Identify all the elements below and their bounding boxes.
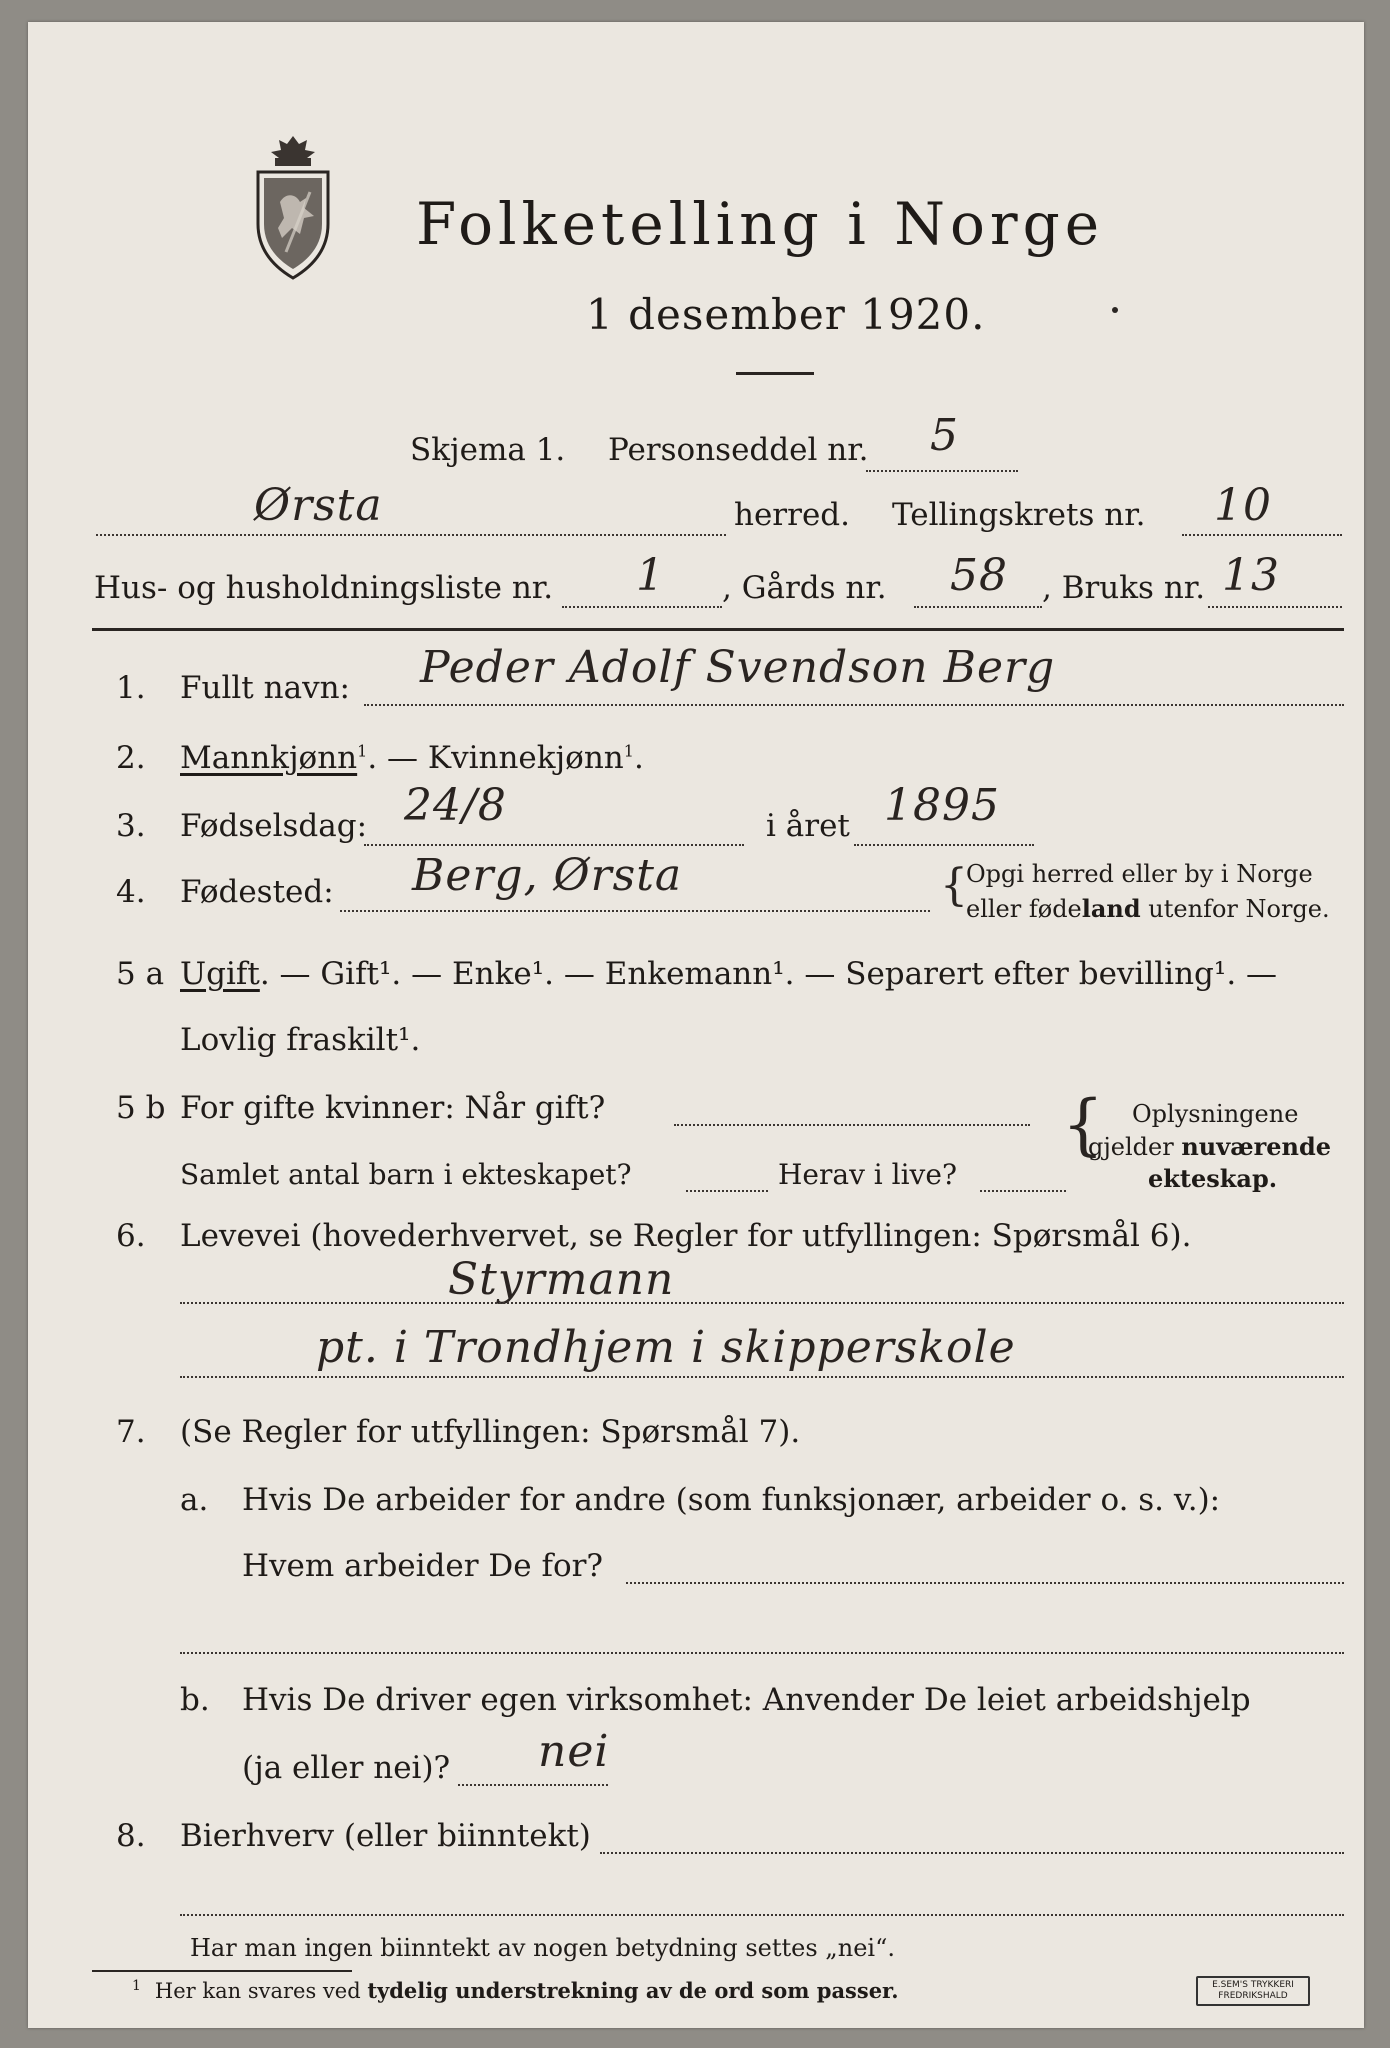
q4-label: Fødested: bbox=[180, 874, 334, 910]
q8-line-2 bbox=[180, 1914, 1344, 1916]
gards-label: , Gårds nr. bbox=[722, 570, 887, 606]
year-label: i året bbox=[766, 808, 850, 844]
hired-help-value[interactable]: nei bbox=[538, 1726, 610, 1777]
q7a-question: Hvem arbeider De for? bbox=[242, 1548, 604, 1584]
year-line bbox=[854, 844, 1034, 846]
birthdate-value[interactable]: 24/8 bbox=[404, 780, 507, 831]
q1-line bbox=[364, 704, 1344, 706]
gards-line bbox=[914, 606, 1042, 608]
q2-options bbox=[180, 740, 644, 776]
q5b-note-2-bold: nuværende bbox=[1181, 1132, 1332, 1161]
q5b-married-line bbox=[674, 1124, 1030, 1126]
q2-sup2: 1 bbox=[623, 741, 634, 761]
option-female[interactable]: Kvinnekjønn bbox=[427, 740, 624, 776]
q7-label: (Se Regler for utfyllingen: Spørsmål 7). bbox=[180, 1414, 801, 1450]
herred-value[interactable]: Ørsta bbox=[254, 480, 383, 531]
footnote bbox=[132, 1978, 899, 2003]
tellingskrets-line bbox=[1182, 534, 1342, 536]
gards-value[interactable]: 58 bbox=[950, 550, 1008, 601]
q5b-number: 5 b bbox=[116, 1090, 166, 1126]
q4-line bbox=[340, 910, 930, 912]
q7a-text: Hvis De arbeider for andre (som funksjonær, arbeider o. s. v.): bbox=[242, 1482, 1221, 1518]
q4-note-2-post: utenfor Norge. bbox=[1140, 895, 1330, 923]
option-male[interactable]: Mannkjønn bbox=[180, 740, 358, 776]
q4-note-2 bbox=[966, 894, 1330, 923]
q4-note-2-pre: eller føde bbox=[966, 895, 1082, 923]
q5a-line2: Lovlig fraskilt¹. bbox=[180, 1022, 421, 1058]
q8-line-1 bbox=[600, 1852, 1344, 1854]
bruks-line bbox=[1208, 606, 1342, 608]
q7a-line-2 bbox=[180, 1652, 1344, 1654]
title-rule bbox=[736, 372, 814, 375]
skjema-label: Skjema 1. bbox=[410, 432, 566, 468]
norway-coat-of-arms-icon bbox=[250, 132, 336, 282]
q5a-number: 5 a bbox=[116, 956, 165, 992]
q7b-number: b. bbox=[180, 1682, 210, 1718]
q3-number: 3. bbox=[116, 808, 146, 844]
q5b-note-2-pre: gjelder bbox=[1088, 1133, 1182, 1161]
herred-line bbox=[96, 534, 726, 536]
birthplace-value[interactable]: Berg, Ørsta bbox=[412, 850, 683, 901]
q5b-note-3-bold: ekteskap. bbox=[1148, 1164, 1278, 1193]
q4-note-1: Opgi herred eller by i Norge bbox=[966, 860, 1313, 888]
q5b-children-line bbox=[686, 1190, 768, 1192]
occupation-value-2[interactable]: pt. i Trondhjem i skipperskole bbox=[316, 1322, 1016, 1373]
q5b-note-1: Oplysningene bbox=[1132, 1100, 1299, 1128]
q4-number: 4. bbox=[116, 874, 146, 910]
q5b-label-1: For gifte kvinner: Når gift? bbox=[180, 1090, 606, 1126]
q5b-brace: { bbox=[1062, 1086, 1104, 1163]
full-name-value[interactable]: Peder Adolf Svendson Berg bbox=[420, 642, 1056, 693]
q2-sep: . — bbox=[367, 740, 428, 776]
q6-line-1 bbox=[180, 1302, 1344, 1304]
q8-label: Bierhverv (eller biinntekt) bbox=[180, 1818, 591, 1854]
birth-year-value[interactable]: 1895 bbox=[884, 780, 1000, 831]
herred-label: herred. bbox=[734, 497, 850, 533]
q8-number: 8. bbox=[116, 1818, 146, 1854]
personseddel-line bbox=[866, 470, 1018, 472]
q6-line-2 bbox=[180, 1376, 1344, 1378]
q3-label: Fødselsdag: bbox=[180, 808, 368, 844]
section-rule bbox=[92, 628, 1344, 631]
q7b-line bbox=[458, 1784, 608, 1786]
q8-note: Har man ingen biinntekt av nogen betydning settes „nei“. bbox=[190, 1934, 895, 1962]
personseddel-label: Personseddel nr. bbox=[608, 432, 869, 468]
q7a-number: a. bbox=[180, 1482, 209, 1518]
footnote-bold: tydelig understrekning av de ord som passer. bbox=[367, 1978, 899, 2003]
form-title: Folketelling i Norge bbox=[416, 190, 1105, 258]
q3-line bbox=[364, 844, 744, 846]
option-ugift[interactable]: Ugift bbox=[180, 956, 260, 992]
footnote-mark: 1 bbox=[132, 1978, 141, 1994]
q5b-alive-line bbox=[980, 1190, 1066, 1192]
q7-number: 7. bbox=[116, 1414, 146, 1450]
q5a-options bbox=[180, 956, 1277, 992]
occupation-value-1[interactable]: Styrmann bbox=[448, 1254, 675, 1305]
personseddel-value[interactable]: 5 bbox=[930, 410, 959, 461]
q5a-rest: . — Gift¹. — Enke¹. — Enkemann¹. — Separert efter bevilling¹. — bbox=[259, 956, 1278, 992]
bruks-value[interactable]: 13 bbox=[1222, 550, 1280, 601]
decorative-dot bbox=[1112, 307, 1118, 313]
q4-brace: { bbox=[940, 860, 968, 911]
husliste-label: Hus- og husholdningsliste nr. bbox=[94, 570, 554, 606]
q2-sup1: 1 bbox=[357, 741, 368, 761]
q5b-note-3 bbox=[1148, 1164, 1277, 1193]
tellingskrets-value[interactable]: 10 bbox=[1214, 480, 1272, 531]
q2-end: . bbox=[633, 740, 644, 776]
q6-number: 6. bbox=[116, 1218, 146, 1254]
q2-number: 2. bbox=[116, 740, 146, 776]
stamp-line-1: E.SEM'S TRYKKERI bbox=[1212, 1980, 1294, 1990]
bruks-label: , Bruks nr. bbox=[1042, 570, 1206, 606]
q6-label: Levevei (hovederhvervet, se Regler for utfyllingen: Spørsmål 6). bbox=[180, 1218, 1192, 1254]
q5b-label-2: Samlet antal barn i ekteskapet? bbox=[180, 1158, 632, 1191]
q1-label: Fullt navn: bbox=[180, 670, 350, 706]
stamp-line-2: FREDRIKSHALD bbox=[1218, 1991, 1288, 2001]
tellingskrets-label: Tellingskrets nr. bbox=[892, 497, 1146, 533]
husliste-line bbox=[562, 606, 722, 608]
q7a-line-1 bbox=[626, 1582, 1344, 1584]
census-date: 1 desember 1920. bbox=[586, 290, 986, 339]
q7b-question: (ja eller nei)? bbox=[242, 1750, 451, 1786]
q1-number: 1. bbox=[116, 670, 146, 706]
printer-stamp bbox=[1196, 1976, 1310, 2006]
husliste-value[interactable]: 1 bbox=[636, 550, 665, 601]
footnote-pre: Her kan svares ved bbox=[154, 1979, 368, 2003]
footnote-rule bbox=[92, 1970, 352, 1972]
q4-note-2-bold: land bbox=[1081, 894, 1141, 923]
census-form bbox=[28, 22, 1364, 2028]
q5b-label-3: Herav i live? bbox=[778, 1158, 957, 1191]
q5b-note-2 bbox=[1088, 1132, 1331, 1161]
q7b-text: Hvis De driver egen virksomhet: Anvender De leiet arbeidshjelp bbox=[242, 1682, 1251, 1718]
